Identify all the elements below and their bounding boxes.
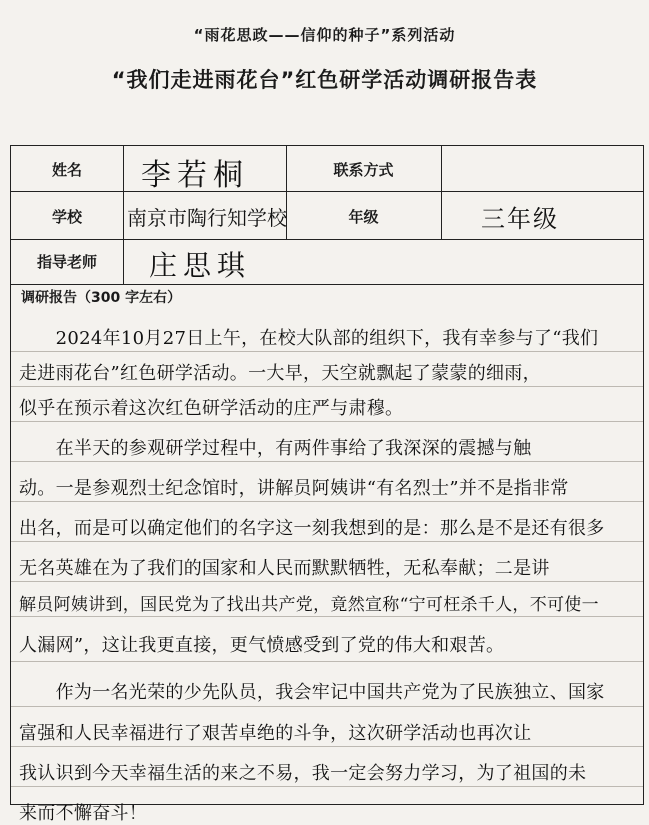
report-line: 人漏网”，这让我更直接，更气愤感受到了党的伟大和艰苦。 — [19, 635, 505, 656]
report-label: 调研报告（300 字左右） — [21, 290, 182, 306]
report-line: 似乎在预示着这次红色研学活动的庄严与肃穆。 — [19, 398, 404, 419]
teacher-label: 指导老师 — [36, 253, 97, 271]
report-line: 2024年10月27日上午，在校大队部的组织下，我有幸参与了“我们 — [19, 328, 599, 349]
report-line: 来而不懈奋斗！ — [19, 803, 148, 824]
report-form — [10, 145, 644, 824]
report-line: 无名英雄在为了我们的国家和人民而默默牺牲，无私奉献；二是讲 — [19, 558, 550, 579]
report-line: 动。一是参观烈士纪念馆时，讲解员阿姨讲“有名烈士”并不是指非常 — [19, 478, 569, 499]
grade-value: 三年级 — [481, 205, 559, 233]
report-line: 富强和人民幸福进行了艰苦卓绝的斗争，这次研学活动也再次让 — [19, 723, 532, 744]
report-line: 作为一名光荣的少先队员，我会牢记中国共产党为了民族独立、国家 — [19, 682, 605, 703]
report-line: 我认识到今天幸福生活的来之不易，我一定会努力学习，为了祖国的未 — [19, 763, 587, 784]
report-form-title: “我们走进雨花台”红色研学活动调研报告表 — [111, 68, 538, 92]
school-value: 南京市陶行知学校 — [127, 206, 287, 230]
name-value: 李若桐 — [141, 158, 249, 193]
report-line: 出名，而是可以确定他们的名字这一刻我想到的是：那么是不是还有很多 — [19, 518, 605, 539]
grade-label: 年级 — [348, 208, 379, 226]
name-label: 姓名 — [51, 161, 82, 179]
school-label: 学校 — [51, 208, 82, 226]
teacher-value: 庄思琪 — [149, 249, 252, 282]
report-line: 在半天的参观研学过程中，有两件事给了我深深的震撼与触 — [19, 438, 532, 459]
report-line: 走进雨花台”红色研学活动。一大早，天空就飘起了蒙蒙的细雨， — [19, 363, 541, 384]
activity-series-heading: “雨花思政——信仰的种子”系列活动 — [193, 26, 456, 44]
report-line: 解员阿姨讲到，国民党为了找出共产党，竟然宣称“宁可枉杀千人，不可使一 — [19, 595, 599, 615]
contact-label: 联系方式 — [333, 161, 394, 179]
